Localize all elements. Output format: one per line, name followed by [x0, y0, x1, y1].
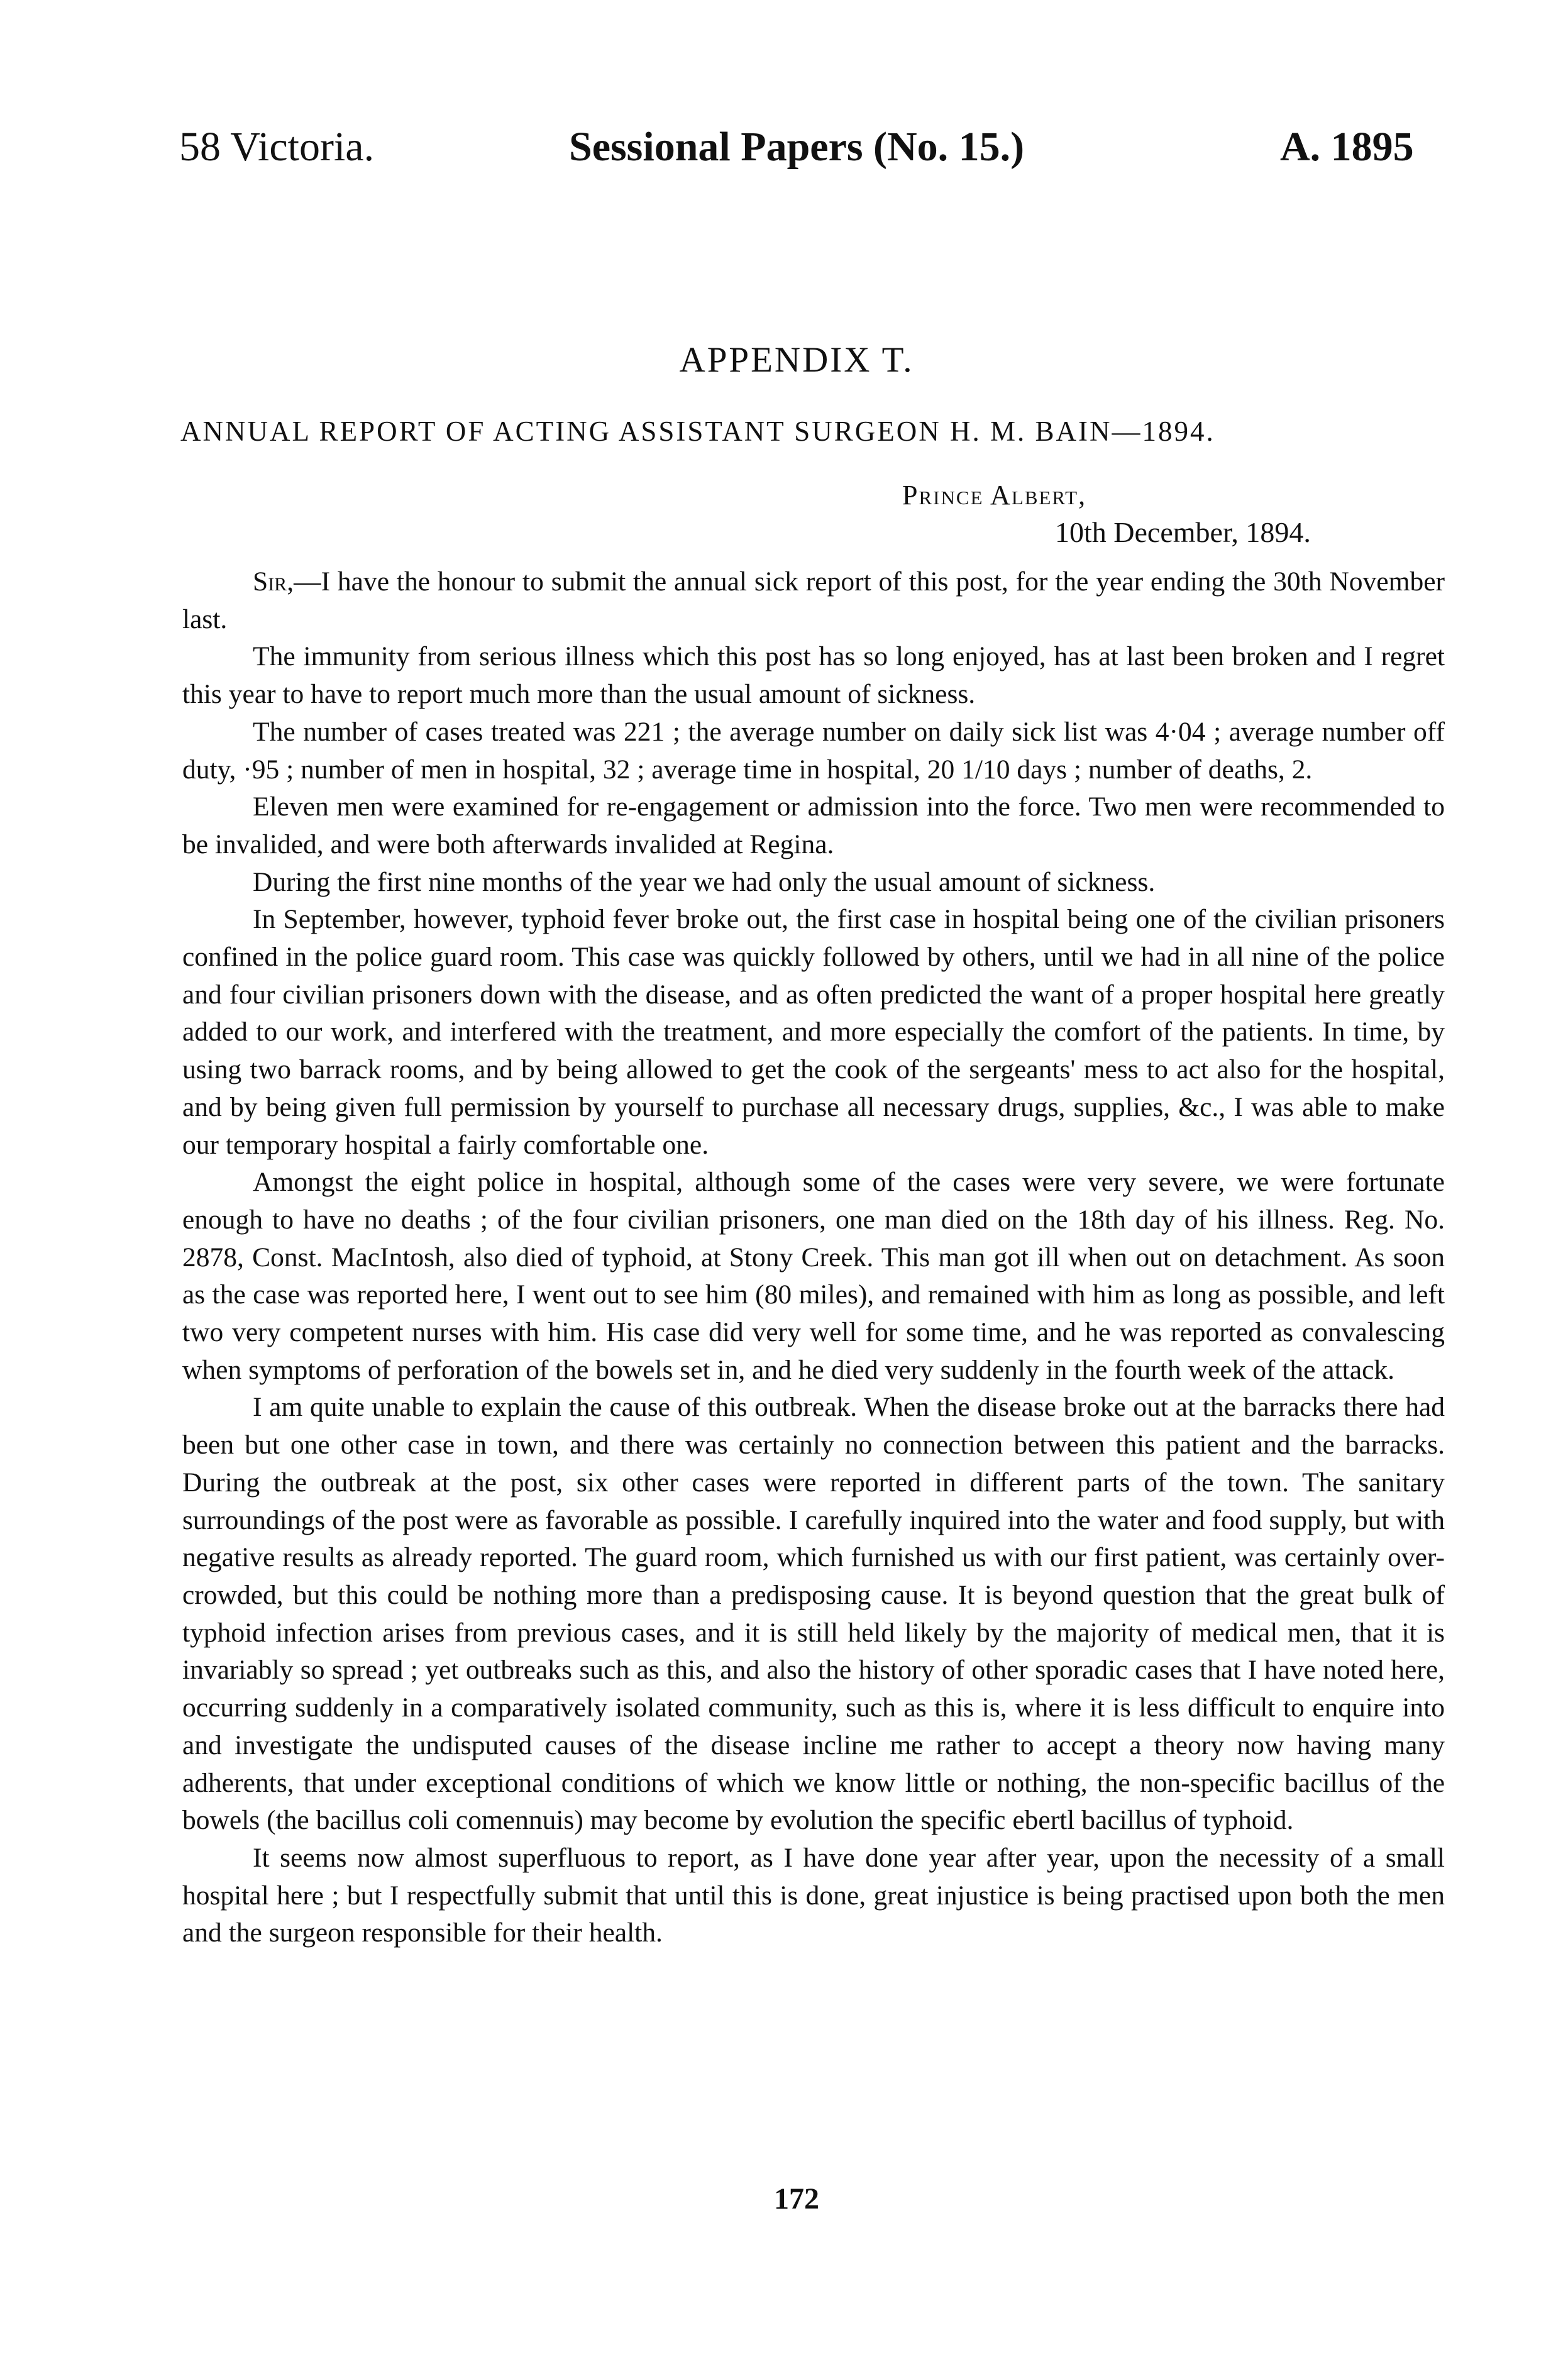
header-series: Sessional Papers (No. 15.) [569, 124, 1025, 170]
page-number: 172 [774, 2182, 819, 2216]
paragraph [182, 563, 1445, 638]
header-year: A. 1895 [1280, 124, 1414, 170]
appendix-title: APPENDIX T. [679, 340, 914, 380]
letter-date: 10th December, 1894. [1055, 516, 1311, 548]
paragraph: Amongst the eight police in hospital, although some of the cases were very severe, we were fortunate enough to have no deaths ; of the four civilian prisoners, one man died on the 18th day of his illness. Reg. No. 2878, Const. MacIntosh, also died of typhoid, at Stony Creek. This man got ill when out on detachment. As soon as the case was reported here, I went out to see him (80 miles), and remained with him as long as possible, and left two very competent nurses with him. His case did very well for some time, and he was reported as convalescing when symptoms of perforation of the bowels set in, and he died very suddenly in the fourth week of the attack. [182, 1167, 1445, 1385]
paragraph: In September, however, typhoid fever broke out, the first case in hospital being one of the civilian prisoners confined in the police guard room. This case was quickly followed by others, until we had in all nine of the police and four civilian prisoners down with the disease, and as often predicted the want of a proper hospital here greatly added to our work, and interfered with the treatment, and more especially the comfort of the patients. In time, by using two barrack rooms, and by being allowed to get the cook of the sergeants' mess to act also for the hospital, and by being given full permission by yourself to purchase all necessary drugs, supplies, &c., I was able to make our temporary hospital a fairly comfortable one. [182, 904, 1445, 1160]
paragraph: During the first nine months of the year we had only the usual amount of sickness. [253, 866, 1156, 897]
paragraph: It seems now almost superfluous to report, as I have done year after year, upon the necessity of a small hospital here ; but I respectfully submit that until this is done, great injustice is being practised upon both the men and the surgeon responsible for their health. [182, 1842, 1445, 1948]
letter-place: Prince Albert, [902, 480, 1087, 511]
paragraph-text: —I have the honour to submit the annual sick report of this post, for the year ending the 30th November last. [182, 566, 1445, 634]
paragraph: I am quite unable to explain the cause of this outbreak. When the disease broke out at the barracks there had been but one other case in town, and there was certainly no connection between this patient and the barracks. During the outbreak at the post, six other cases were reported in different parts of the town. The sanitary surroundings of the post were as favorable as possible. I carefully inquired into the water and food supply, but with negative results as already reported. The guard room, which furnished us with our first patient, was certainly over-crowded, but this could be nothing more than a predisposing cause. It is beyond question that the great bulk of typhoid infection arises from previous cases, and it is still held likely by the majority of medical men, that it is invariably so spread ; yet outbreaks such as this, and also the history of other sporadic cases that I have noted here, occurring suddenly in a comparatively isolated community, such as this is, where it is less difficult to enquire into and investigate the undisputed causes of the disease incline me rather to accept a theory now having many adherents, that under exceptional conditions of which we know little or nothing, the non-specific bacillus of the bowels (the bacillus coli comennuis) may become by evolution the specific ebertl bacillus of typhoid. [182, 1392, 1445, 1836]
salutation: Sir, [253, 566, 294, 597]
report-title: ANNUAL REPORT OF ACTING ASSISTANT SURGEON H. M. BAIN—1894. [180, 416, 1215, 447]
paragraph: The immunity from serious illness which this post has so long enjoyed, has at last been broken and I regret this year to have to report much more than the usual amount of sickness. [182, 641, 1445, 710]
header-volume: 58 Victoria. [179, 124, 375, 170]
paragraph: The number of cases treated was 221 ; the average number on daily sick list was 4·04 ; average number off duty, ·95 ; number of men in hospital, 32 ; average time in hospital, 20 1/10 days ; number of deaths, 2. [182, 716, 1445, 785]
running-header [0, 123, 1568, 180]
paragraph: Eleven men were examined for re-engagement or admission into the force. Two men were recommended to be invalided, and were both afterwards invalided at Regina. [182, 792, 1445, 859]
report-body [182, 563, 1445, 1952]
